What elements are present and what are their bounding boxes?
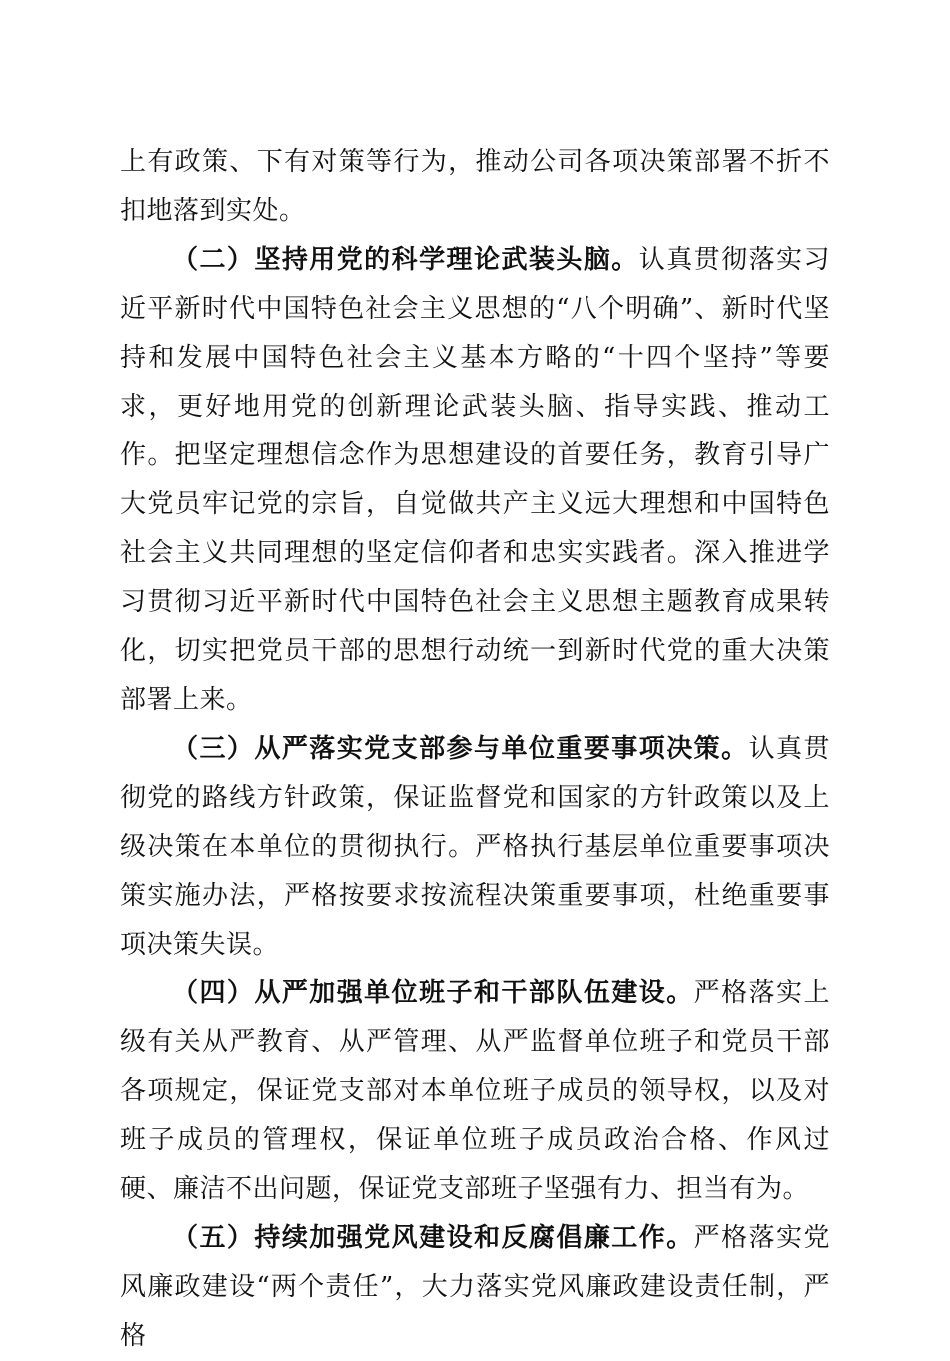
paragraph-section-2 [120, 236, 830, 725]
document-page [120, 138, 830, 1361]
paragraph-body: 认真贯彻党的路线方针政策，保证监督党和国家的方针政策以及上级决策在本单位的贯彻执行。严格执行基层单位重要事项决策实施办法，严格按要求按流程决策重要事项，杜绝重要事项决策失误。 [120, 733, 830, 960]
paragraph-section-3 [120, 725, 830, 970]
section-heading: （五）持续加强党风建设和反腐倡廉工作。 [172, 1222, 694, 1253]
section-heading: （二）坚持用党的科学理论武装头脑。 [172, 244, 639, 275]
paragraph-body: 严格落实党风廉政建设“两个责任”，大力落实党风廉政建设责任制，严格 [120, 1222, 830, 1351]
paragraph-body: 认真贯彻落实习近平新时代中国特色社会主义思想的“八个明确”、新时代坚持和发展中国特色社会主义基本方略的“十四个坚持”等要求，更好地用党的创新理论武装头脑、指导实践、推动工作。把坚定理想信念作为思想建设的首要任务，教育引导广大党员牢记党的宗旨，自觉做共产主义远大理想和中国特色社会主义共同理想的坚定信仰者和忠实实践者。深入推进学习贯彻习近平新时代中国特色社会主义思想主题教育成果转化，切实把党员干部的思想行动统一到新时代党的重大决策部署上来。 [120, 244, 830, 715]
section-heading: （四）从严加强单位班子和干部队伍建设。 [172, 978, 694, 1009]
paragraph-continuation [120, 138, 830, 236]
paragraph-body: 严格落实上级有关从严教育、从严管理、从严监督单位班子和党员干部各项规定，保证党支部对本单位班子成员的领导权，以及对班子成员的管理权，保证单位班子成员政治合格、作风过硬、廉洁不出问题，保证党支部班子坚强有力、担当有为。 [120, 978, 830, 1205]
section-heading: （三）从严落实党支部参与单位重要事项决策。 [172, 733, 749, 764]
paragraph-section-4 [120, 969, 830, 1214]
paragraph-body: 上有政策、下有对策等行为，推动公司各项决策部署不折不扣地落到实处。 [120, 147, 830, 226]
paragraph-section-5 [120, 1214, 830, 1361]
